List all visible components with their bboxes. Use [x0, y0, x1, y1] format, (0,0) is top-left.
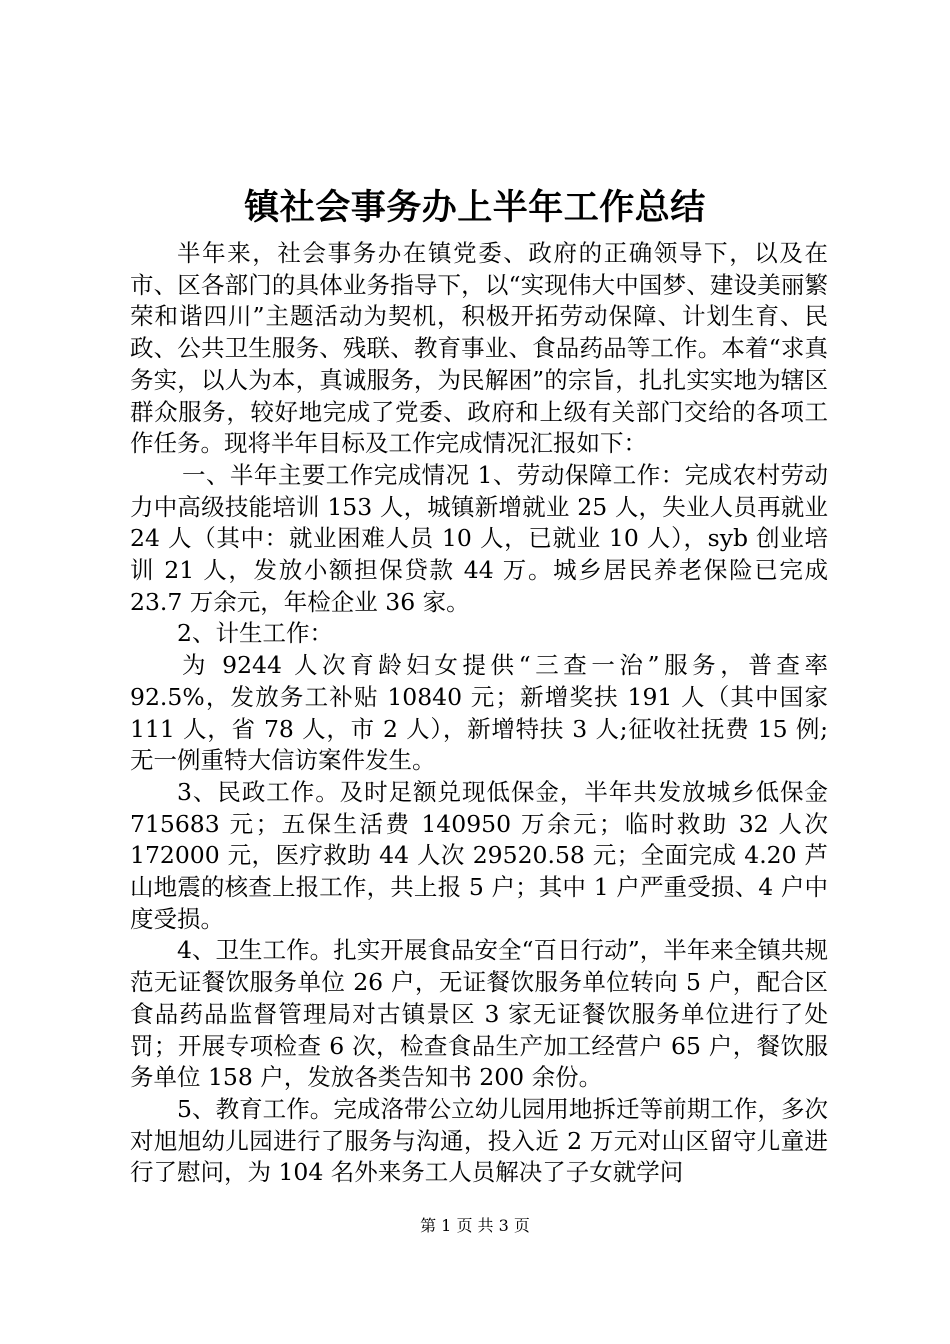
document-title: 镇社会事务办上半年工作总结: [244, 187, 706, 228]
document-body: [130, 238, 828, 1189]
page-number-footer: 第 1 页 共 3 页: [420, 1216, 530, 1235]
paragraph-intro: 半年来，社会事务办在镇党委、政府的正确领导下，以及在市、区各部门的具体业务指导下，以“实现伟大中国梦、建设美丽繁荣和谐四川”主题活动为契机，积极开拓劳动保障、计划生育、民政、公共卫生服务、残联、教育事业、食品药品等工作。本着“求真务实，以人为本，真诚服务，为民解困”的宗旨，扎扎实实地为辖区群众服务，较好地完成了党委、政府和上级有关部门交给的各项工作任务。现将半年目标及工作完成情况汇报如下：: [130, 239, 828, 458]
paragraph-family-planning: 为 9244 人次育龄妇女提供“三查一治”服务，普查率 92.5%，发放务工补贴 10840 元；新增奖扶 191 人（其中国家 111 人，省 78 人，市 2 人），新增特扶 3 人;征收社抚费 15 例;无一例重特大信访案件发生。: [130, 651, 828, 775]
paragraph-civil-affairs: 3、民政工作。及时足额兑现低保金，半年共发放城乡低保金 715683 元；五保生活费 140950 万余元；临时救助 32 人次 172000 元，医疗救助 44 人次 29520.58 元；全面完成 4.20 芦山地震的核查上报工作，共上报 5 户；其中 1 户严重受损、4 户中度受损。: [130, 777, 828, 933]
paragraph-labor-security: 一、半年主要工作完成情况 1、劳动保障工作：完成农村劳动力中高级技能培训 153 人，城镇新增就业 25 人，失业人员再就业 24 人（其中：就业困难人员 10 人，已就业 10 人），syb 创业培训 21 人，发放小额担保贷款 44 万。城乡居民养老保险已完成 23.7 万余元，年检企业 36 家。: [130, 460, 828, 616]
paragraph-health: 4、卫生工作。扎实开展食品安全“百日行动”，半年来全镇共规范无证餐饮服务单位 26 户，无证餐饮服务单位转向 5 户，配合区食品药品监督管理局对古镇景区 3 家无证餐饮服务单位进行了处罚；开展专项检查 6 次，检查食品生产加工经营户 65 户，餐饮服务单位 158 户，发放各类告知书 200 余份。: [130, 936, 828, 1092]
paragraph-family-planning-heading: 2、计生工作：: [177, 619, 333, 648]
paragraph-education: 5、教育工作。完成洛带公立幼儿园用地拆迁等前期工作，多次对旭旭幼儿园进行了服务与沟通，投入近 2 万元对山区留守儿童进行了慰问，为 104 名外来务工人员解决了子女就学问: [130, 1094, 828, 1187]
